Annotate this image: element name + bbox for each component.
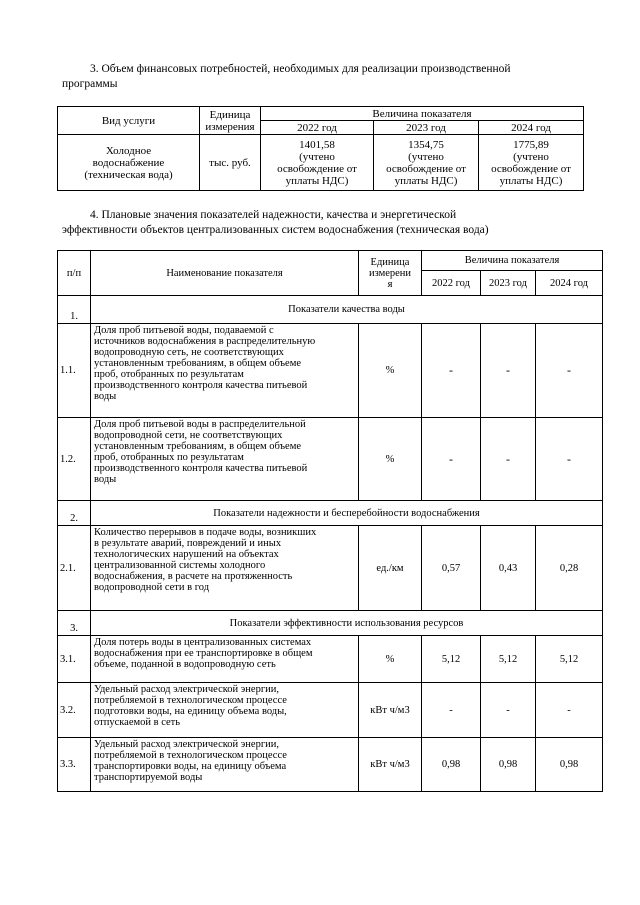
section-title: Показатели качества воды bbox=[91, 296, 603, 324]
value-2022: 0,98 bbox=[422, 738, 481, 792]
section-title: Показатели эффективности использования ресурсов bbox=[91, 611, 603, 636]
value-2022: - bbox=[422, 683, 481, 738]
indicator-unit: % bbox=[359, 636, 422, 683]
section-4-line1: 4. Плановые значения показателей надежности, качества и энергетической bbox=[90, 209, 457, 221]
section-3-line2: программы bbox=[62, 78, 118, 90]
service-name: Холодное водоснабжение (техническая вода) bbox=[58, 135, 200, 191]
header-year: 2024 год bbox=[479, 121, 584, 135]
row-num: 3.2. bbox=[58, 683, 91, 738]
header-year: 2023 год bbox=[374, 121, 479, 135]
header-name: Наименование показателя bbox=[91, 251, 359, 296]
indicator-name: Доля проб питьевой воды в распределительной водопроводной сети, не соответствующих установленным требованиям, в общем объеме проб, отобранных по результатам производственного контроля качества питьевой воды bbox=[91, 418, 359, 501]
header-value: Величина показателя bbox=[422, 251, 603, 271]
header-service: Вид услуги bbox=[58, 107, 200, 135]
row-num: 1.2. bbox=[58, 418, 91, 501]
indicator-name: Удельный расход электрической энергии, потребляемой в технологическом процессе подготовки воды, на единицу объема воды, отпускаемой в сеть bbox=[91, 683, 359, 738]
row-num: 3.3. bbox=[58, 738, 91, 792]
value-2023: 0,43 bbox=[481, 526, 536, 611]
header-year: 2022 год bbox=[422, 271, 481, 296]
indicator-unit: кВт ч/м3 bbox=[359, 683, 422, 738]
value-cell: 1775,89 (учтено освобождение от уплаты НДС) bbox=[479, 135, 584, 191]
section-num: 2. bbox=[58, 501, 91, 526]
value-2024: 0,28 bbox=[536, 526, 603, 611]
value-2022: 5,12 bbox=[422, 636, 481, 683]
section-num: 3. bbox=[58, 611, 91, 636]
indicator-unit: ед./км bbox=[359, 526, 422, 611]
value-2024: - bbox=[536, 324, 603, 418]
indicator-name: Количество перерывов в подаче воды, возникших в результате аварий, повреждений и иных технологических нарушений на объектах централизованной системы холодного водоснабжения, в расчете на протяженность водопроводной сети в год bbox=[91, 526, 359, 611]
header-year: 2022 год bbox=[261, 121, 374, 135]
value-2022: - bbox=[422, 324, 481, 418]
value-2023: - bbox=[481, 418, 536, 501]
value-2024: 5,12 bbox=[536, 636, 603, 683]
indicators-table bbox=[57, 250, 603, 792]
row-num: 2.1. bbox=[58, 526, 91, 611]
section-3-line1: 3. Объем финансовых потребностей, необходимых для реализации производственной bbox=[90, 63, 511, 75]
indicator-name: Доля проб питьевой воды, подаваемой с источников водоснабжения в распределительную водопроводную сеть, не соответствующих установленным требованиям, в общем объеме проб, отобранных по результатам производственного контроля качества питьевой воды bbox=[91, 324, 359, 418]
value-2023: - bbox=[481, 683, 536, 738]
row-num: 3.1. bbox=[58, 636, 91, 683]
service-unit: тыс. руб. bbox=[200, 135, 261, 191]
value-2022: - bbox=[422, 418, 481, 501]
indicator-name: Доля потерь воды в централизованных системах водоснабжения при ее транспортировке в общем объеме, поданной в водопроводную сеть bbox=[91, 636, 359, 683]
indicator-name: Удельный расход электрической энергии, потребляемой в технологическом процессе транспортировки воды, на единицу объема транспортируемой воды bbox=[91, 738, 359, 792]
row-num: 1.1. bbox=[58, 324, 91, 418]
value-2022: 0,57 bbox=[422, 526, 481, 611]
section-3-heading bbox=[62, 62, 580, 92]
header-num: п/п bbox=[58, 251, 91, 296]
value-2024: 0,98 bbox=[536, 738, 603, 792]
header-year: 2024 год bbox=[536, 271, 603, 296]
value-2023: 5,12 bbox=[481, 636, 536, 683]
indicator-unit: % bbox=[359, 324, 422, 418]
financial-needs-table bbox=[57, 106, 584, 191]
section-num: 1. bbox=[58, 296, 91, 324]
section-title: Показатели надежности и бесперебойности водоснабжения bbox=[91, 501, 603, 526]
header-year: 2023 год bbox=[481, 271, 536, 296]
header-unit: Единица измерения bbox=[200, 107, 261, 135]
value-2023: 0,98 bbox=[481, 738, 536, 792]
value-cell: 1401,58 (учтено освобождение от уплаты НДС) bbox=[261, 135, 374, 191]
header-value: Величина показателя bbox=[261, 107, 584, 121]
value-2023: - bbox=[481, 324, 536, 418]
value-2024: - bbox=[536, 418, 603, 501]
header-unit: Единица измерени я bbox=[359, 251, 422, 296]
value-2024: - bbox=[536, 683, 603, 738]
section-4-line2: эффективности объектов централизованных систем водоснабжения (техническая вода) bbox=[62, 224, 489, 236]
indicator-unit: кВт ч/м3 bbox=[359, 738, 422, 792]
value-cell: 1354,75 (учтено освобождение от уплаты НДС) bbox=[374, 135, 479, 191]
indicator-unit: % bbox=[359, 418, 422, 501]
section-4-heading bbox=[62, 208, 580, 238]
